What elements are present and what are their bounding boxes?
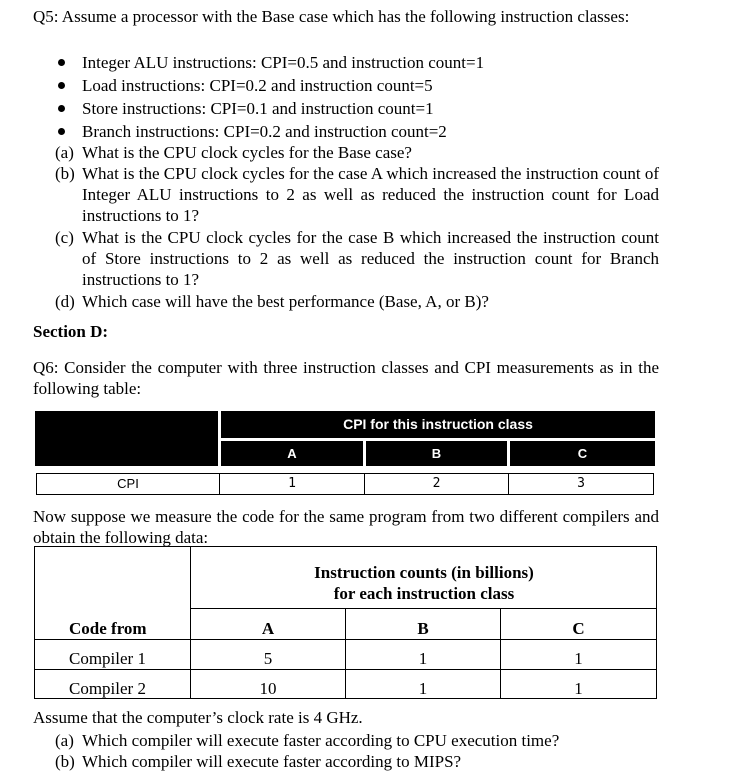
q6-subquestion-b: (b) Which compiler will execute faster according to MIPS?	[55, 752, 462, 771]
list-item: Branch instructions: CPI=0.2 and instruction count=2	[55, 121, 665, 144]
table-row-label: Compiler 1	[69, 649, 146, 668]
cpi-row-label: CPI	[36, 473, 220, 495]
table-cell: 10	[259, 679, 277, 698]
column-header: C	[572, 619, 585, 638]
q6-subquestion-a: (a) Which compiler will execute faster according to CPU execution time?	[55, 731, 560, 750]
q5-subquestion-c: (c) What is the CPU clock cycles for the case B which increased the instruction count of Store instructions to 2 as well as reduced the instruction count for Branch instructions to 1?	[55, 228, 659, 289]
q5-intro: Q5: Assume a processor with the Base case which has the following instruction classes:	[33, 7, 630, 26]
table-divider	[190, 608, 656, 609]
list-item: Load instructions: CPI=0.2 and instruction count=5	[55, 75, 665, 98]
column-header: B	[417, 619, 429, 638]
bullet-icon	[58, 82, 65, 89]
table-cell: 1	[418, 649, 428, 668]
bullet-icon	[58, 59, 65, 66]
q5-subquestion-a: (a) What is the CPU clock cycles for the Base case?	[55, 143, 412, 162]
cpi-column-header: A	[221, 441, 363, 466]
cpi-table-corner	[35, 411, 218, 466]
table-divider	[35, 669, 656, 670]
section-heading: Section D:	[33, 322, 109, 341]
compiler-table-title: Instruction counts (in billions) for each instruction class	[314, 563, 534, 603]
list-item: Integer ALU instructions: CPI=0.5 and instruction count=1	[55, 52, 665, 75]
table-cell: 1	[574, 679, 583, 698]
table-row-label: Compiler 2	[69, 679, 146, 698]
table-cell: 1	[574, 649, 583, 668]
cpi-table-title: CPI for this instruction class	[221, 411, 655, 438]
cpi-column-header: C	[510, 441, 655, 466]
compiler-table	[34, 546, 657, 699]
list-item: Store instructions: CPI=0.1 and instruction count=1	[55, 98, 665, 121]
cpi-value: 3	[508, 473, 654, 495]
table-cell: 5	[263, 649, 273, 668]
cpi-value: 1	[219, 473, 365, 495]
cpi-value: 2	[364, 473, 509, 495]
q5-subquestion-d: (d) Which case will have the best performance (Base, A, or B)?	[55, 292, 489, 311]
q6-intro: Q6: Consider the computer with three instruction classes and CPI measurements as in the following table:	[33, 358, 659, 398]
cpi-table	[35, 411, 655, 496]
row-header: Code from	[69, 619, 147, 638]
q6-paragraph: Now suppose we measure the code for the same program from two different compilers and obtain the following data:	[33, 507, 659, 547]
column-header: A	[261, 619, 275, 638]
q5-subquestion-b: (b) What is the CPU clock cycles for the case A which increased the instruction count of Integer ALU instructions to 2 as well as reduced the instruction count for Load instructions to 1?	[55, 164, 659, 225]
q6-clock-text: Assume that the computer’s clock rate is 4 GHz.	[33, 708, 363, 727]
q5-bullet-list	[55, 52, 665, 144]
bullet-icon	[58, 105, 65, 112]
table-divider	[35, 639, 656, 640]
cpi-column-header: B	[366, 441, 507, 466]
bullet-icon	[58, 128, 65, 135]
table-cell: 1	[418, 679, 428, 698]
